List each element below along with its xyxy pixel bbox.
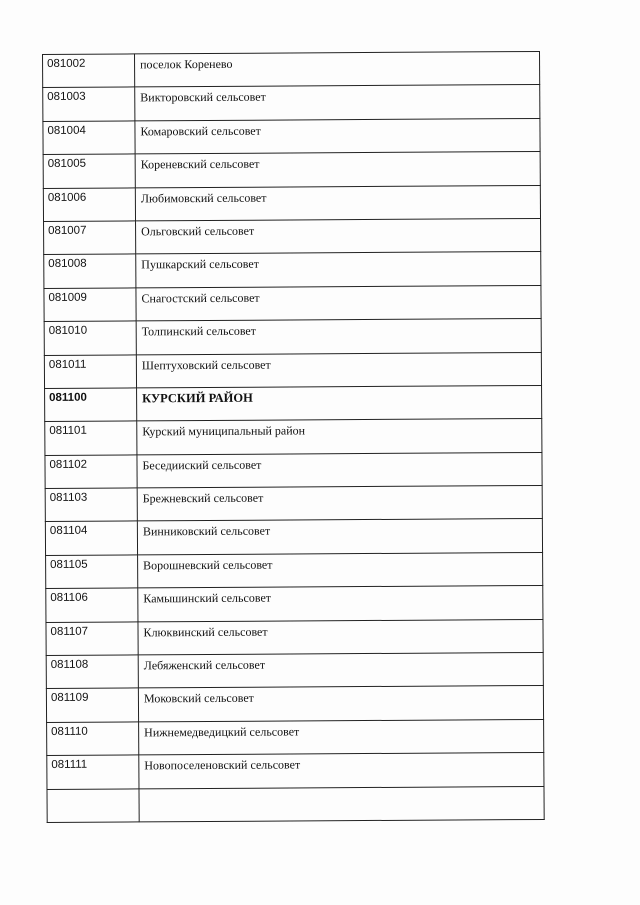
table-row — [45, 519, 542, 555]
code-cell: 081106 — [46, 588, 138, 622]
code-cell: 081111 — [47, 755, 139, 789]
table-row — [43, 51, 540, 87]
code-cell: 081108 — [46, 655, 138, 689]
table-row — [46, 586, 543, 622]
name-cell: Комаровский сельсовет — [135, 118, 540, 154]
table-heading-row — [45, 385, 542, 421]
code-cell — [47, 789, 139, 823]
codes-table-body — [43, 51, 545, 822]
code-cell: 081107 — [46, 622, 138, 656]
code-cell: 081109 — [46, 688, 138, 722]
codes-table — [42, 51, 545, 823]
code-cell: 081102 — [45, 455, 137, 489]
table-row — [44, 319, 541, 355]
name-cell: Любимовский сельсовет — [135, 185, 540, 221]
name-cell: Клюквинский сельсовет — [138, 619, 543, 655]
name-cell: Кореневский сельсовет — [135, 152, 540, 188]
table-row — [45, 419, 542, 455]
table-row — [45, 452, 542, 488]
code-cell: 081009 — [44, 288, 136, 322]
table-row — [43, 118, 540, 154]
code-cell: 081002 — [43, 54, 135, 88]
table-row — [43, 152, 540, 188]
name-cell: Моковский сельсовет — [138, 686, 543, 722]
name-cell: Винниковский сельсовет — [137, 519, 542, 555]
name-cell: Камышинский сельсовет — [138, 586, 543, 622]
name-cell: КУРСКИЙ РАЙОН — [137, 385, 542, 421]
code-cell: 081010 — [44, 321, 136, 355]
code-cell: 081100 — [45, 388, 137, 422]
code-cell: 081110 — [47, 722, 139, 756]
name-cell: Нижнемедведицкий сельсовет — [139, 719, 544, 755]
code-cell: 081104 — [45, 521, 137, 555]
table-row — [43, 85, 540, 121]
table-row — [44, 285, 541, 321]
table-row — [47, 753, 544, 789]
table-row — [46, 652, 543, 688]
name-cell: Снагостский сельсовет — [136, 285, 541, 321]
name-cell: Курский муниципальный район — [137, 419, 542, 455]
name-cell: Толпинский сельсовет — [136, 319, 541, 355]
name-cell: Ольговский сельсовет — [136, 218, 541, 254]
code-cell: 081008 — [44, 254, 136, 288]
table-row — [44, 218, 541, 254]
code-cell: 081011 — [44, 354, 136, 388]
code-cell: 081101 — [45, 421, 137, 455]
code-cell: 081105 — [46, 555, 138, 589]
name-cell: Ворошневский сельсовет — [138, 552, 543, 588]
name-cell: поселок Коренево — [135, 51, 540, 87]
code-cell: 081003 — [43, 87, 135, 121]
table-frame — [42, 51, 545, 822]
name-cell: Брежневский сельсовет — [137, 486, 542, 522]
table-row — [44, 252, 541, 288]
table-row — [47, 719, 544, 755]
name-cell: Новопоселеновский сельсовет — [139, 753, 544, 789]
table-row — [46, 686, 543, 722]
name-cell — [139, 786, 544, 822]
name-cell: Шептуховский сельсовет — [136, 352, 541, 388]
table-row — [47, 786, 544, 822]
name-cell: Лебяженский сельсовет — [138, 652, 543, 688]
table-row — [46, 619, 543, 655]
code-cell: 081004 — [43, 121, 135, 155]
code-cell: 081005 — [43, 154, 135, 188]
table-row — [45, 486, 542, 522]
code-cell: 081103 — [45, 488, 137, 522]
name-cell: Пушкарский сельсовет — [136, 252, 541, 288]
table-row — [44, 352, 541, 388]
name-cell: Викторовский сельсовет — [135, 85, 540, 121]
table-row — [43, 185, 540, 221]
name-cell: Беседииский сельсовет — [137, 452, 542, 488]
code-cell: 081007 — [44, 221, 136, 255]
code-cell: 081006 — [43, 187, 135, 221]
table-row — [46, 552, 543, 588]
